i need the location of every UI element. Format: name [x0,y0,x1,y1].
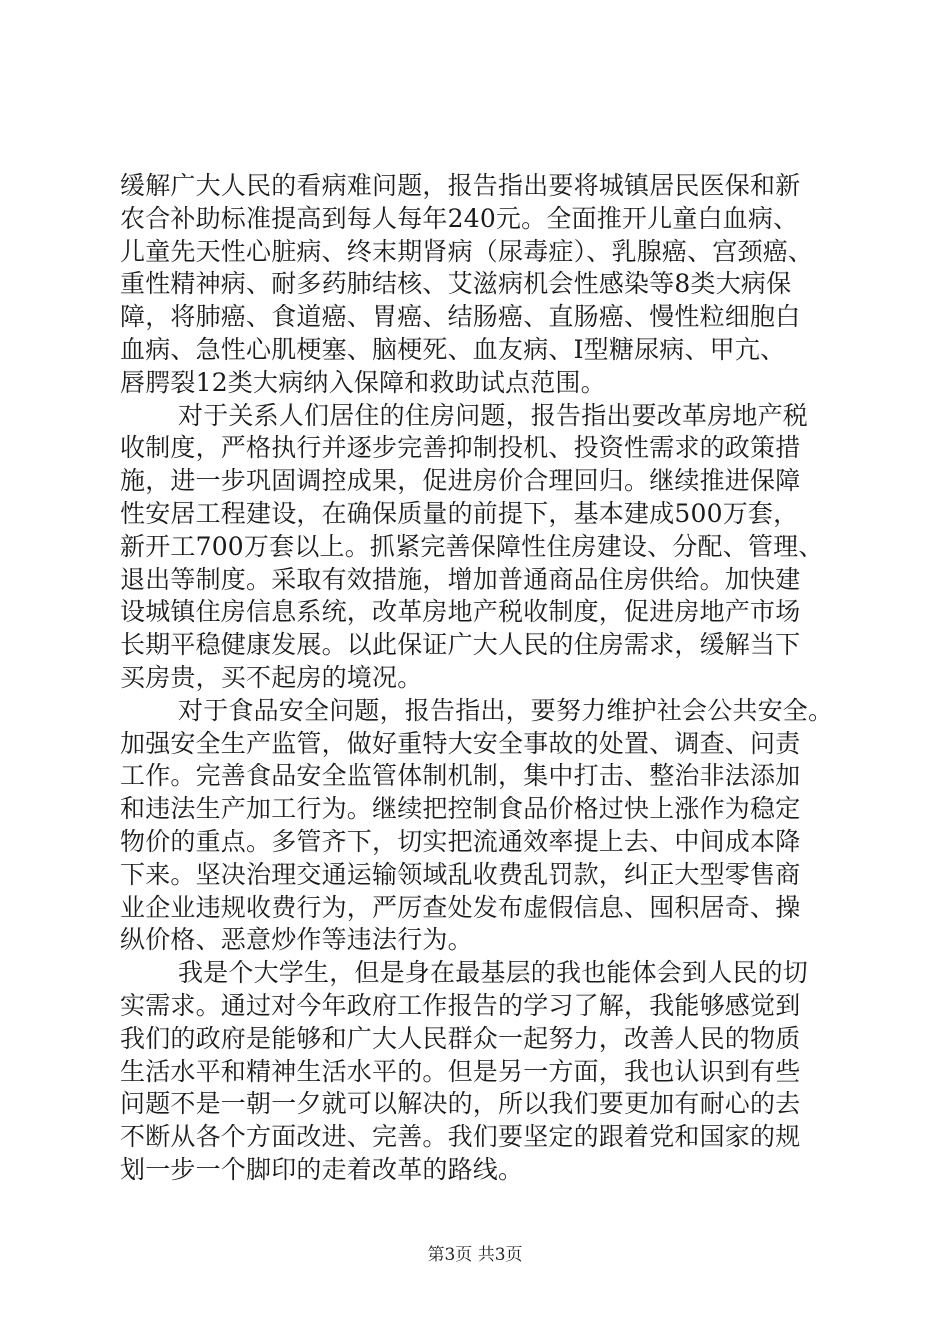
text-line: 和违法生产加工行为。继续把控制食品价格过快上涨作为稳定 [120,794,801,824]
text-line: 实需求。通过对今年政府工作报告的学习了解，我能够感觉到 [120,990,801,1020]
text-line: 唇腭裂12类大病纳入保障和救助试点范围。 [120,367,606,397]
text-line: 划一步一个脚印的走着改革的路线。 [120,1154,524,1184]
text-line: 缓解广大人民的看病难问题，报告指出要将城镇居民医保和新 [120,171,801,200]
text-line: 生活水平和精神生活水平的。但是另一方面，我也认识到有些 [120,1056,801,1086]
text-line: 物价的重点。多管齐下，切实把流通效率提上去、中间成本降 [120,826,801,856]
text-line: 退出等制度。采取有效措施，增加普通商品住房供给。加快建 [120,564,801,594]
text-line: 下来。坚决治理交通运输领域乱收费乱罚款，纠正大型零售商 [120,859,801,889]
text-line: 买房贵，买不起房的境况。 [120,662,423,692]
paragraph-first-line: 对于关系人们居住的住房问题，报告指出要改革房地产税 [178,400,809,430]
text-line: 农合补助标准提高到每人每年240元。全面推开儿童白血病、 [120,203,799,233]
paragraph-first-line: 对于食品安全问题，报告指出，要努力维护社会公共安全。 [178,695,834,725]
text-line: 不断从各个方面改进、完善。我们要坚定的跟着党和国家的规 [120,1122,801,1152]
text-line: 我们的政府是能够和广大人民群众一起努力，改善人民的物质 [120,1023,801,1053]
text-line: 业企业违规收费行为，严厉查处发布虚假信息、囤积居奇、操 [120,892,801,922]
text-line: 性安居工程建设，在确保质量的前提下，基本建成500万套， [120,498,799,528]
text-line: 纵价格、恶意炒作等违法行为。 [120,925,473,955]
text-line: 重性精神病、耐多药肺结核、艾滋病机会性感染等8类大病保 [120,269,792,299]
document-body [120,170,840,1187]
text-line: 长期平稳健康发展。以此保证广大人民的住房需求，缓解当下 [120,630,801,660]
page-footer [0,1240,950,1265]
text-line: 血病、急性心肌梗塞、脑梗死、血友病、Ⅰ型糖尿病、甲亢、 [120,334,786,364]
text-line: 儿童先天性心脏病、终末期肾病（尿毒症）、乳腺癌、宫颈癌、 [120,236,814,266]
paragraph-first-line: 我是个大学生，但是身在最基层的我也能体会到人民的切 [178,958,809,988]
text-line: 收制度，严格执行并逐步完善抑制投机、投资性需求的政策措 [120,433,801,463]
page-number: 第3页 共3页 [427,1245,523,1265]
text-line: 障，将肺癌、食道癌、胃癌、结肠癌、直肠癌、慢性粒细胞白 [120,302,801,332]
text-line: 施，进一步巩固调控成果，促进房价合理回归。继续推进保障 [120,466,801,496]
text-line: 新开工700万套以上。抓紧完善保障性住房建设、分配、管理、 [120,531,824,561]
text-line: 问题不是一朝一夕就可以解决的，所以我们要更加有耐心的去 [120,1089,801,1119]
text-line: 加强安全生产监管，做好重特大安全事故的处置、调查、问责 [120,728,801,758]
text-line: 设城镇住房信息系统，改革房地产税收制度，促进房地产市场 [120,597,801,627]
text-line: 工作。完善食品安全监管体制机制，集中打击、整治非法添加 [120,761,801,791]
